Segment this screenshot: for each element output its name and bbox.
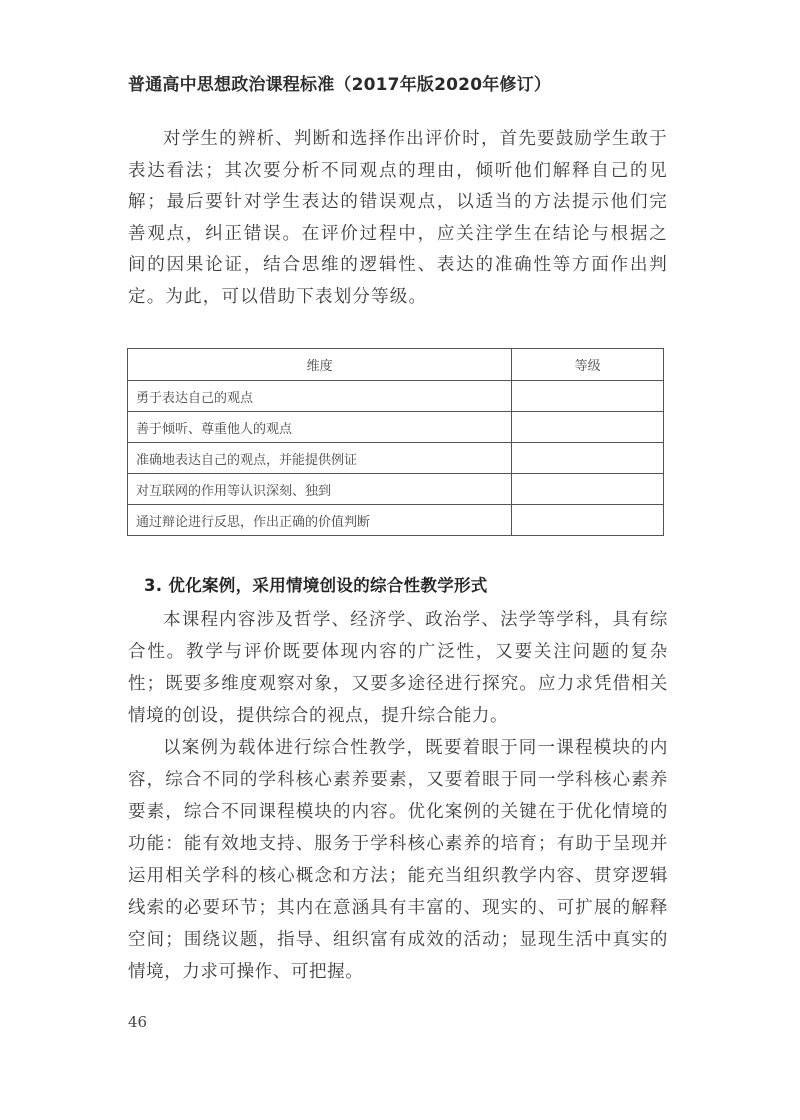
intro-paragraph: 对学生的辨析、判断和选择作出评价时，首先要鼓励学生敢于表达看法；其次要分析不同观点的理由，倾听他们解释自己的见解；最后要针对学生表达的错误观点，以适当的方法提示他们完善观点，纠正错误。在评价过程中，应关注学生在结论与根据之间的因果论证，结合思维的逻辑性、表达的准确性等方面作出判定。为此，可以借助下表划分等级。 [128,129,668,307]
table-row [128,412,664,443]
grade-cell [512,505,664,536]
dimension-cell: 通过辩论进行反思，作出正确的价值判断 [128,505,512,536]
running-header-title: 普通高中思想政治课程标准（2017年版2020年修订） [128,75,552,95]
table-row [128,381,664,412]
page-number: 46 [128,1013,148,1031]
grade-cell [512,443,664,474]
table-row [128,505,664,536]
dimension-column-header: 维度 [128,349,512,381]
grading-table [127,348,664,536]
dimension-cell: 准确地表达自己的观点，并能提供例证 [128,443,512,474]
dimension-cell: 勇于表达自己的观点 [128,381,512,412]
grade-cell [512,474,664,505]
section-heading: 3. 优化案例，采用情境创设的综合性教学形式 [144,576,488,595]
grade-column-header: 等级 [512,349,664,381]
table-row [128,474,664,505]
grade-cell [512,381,664,412]
body-paragraph: 本课程内容涉及哲学、经济学、政治学、法学等学科，具有综合性。教学与评价既要体现内容的广泛性，又要关注问题的复杂性；既要多维度观察对象，又要多途径进行探究。应力求凭借相关情境的创设，提供综合的视点，提升综合能力。 [128,610,668,726]
grade-cell [512,412,664,443]
table-row [128,443,664,474]
table-header-row [128,349,664,381]
body-paragraph: 以案例为载体进行综合性教学，既要着眼于同一课程模块的内容，综合不同的学科核心素养要素，又要着眼于同一学科核心素养要素，综合不同课程模块的内容。优化案例的关键在于优化情境的功能：能有效地支持、服务于学科核心素养的培育；有助于呈现并运用相关学科的核心概念和方法；能充当组织教学内容、贯穿逻辑线索的必要环节；其内在意涵具有丰富的、现实的、可扩展的解释空间；围绕议题，指导、组织富有成效的活动；显现生活中真实的情境，力求可操作、可把握。 [128,738,668,982]
dimension-cell: 善于倾听、尊重他人的观点 [128,412,512,443]
dimension-cell: 对互联网的作用等认识深刻、独到 [128,474,512,505]
